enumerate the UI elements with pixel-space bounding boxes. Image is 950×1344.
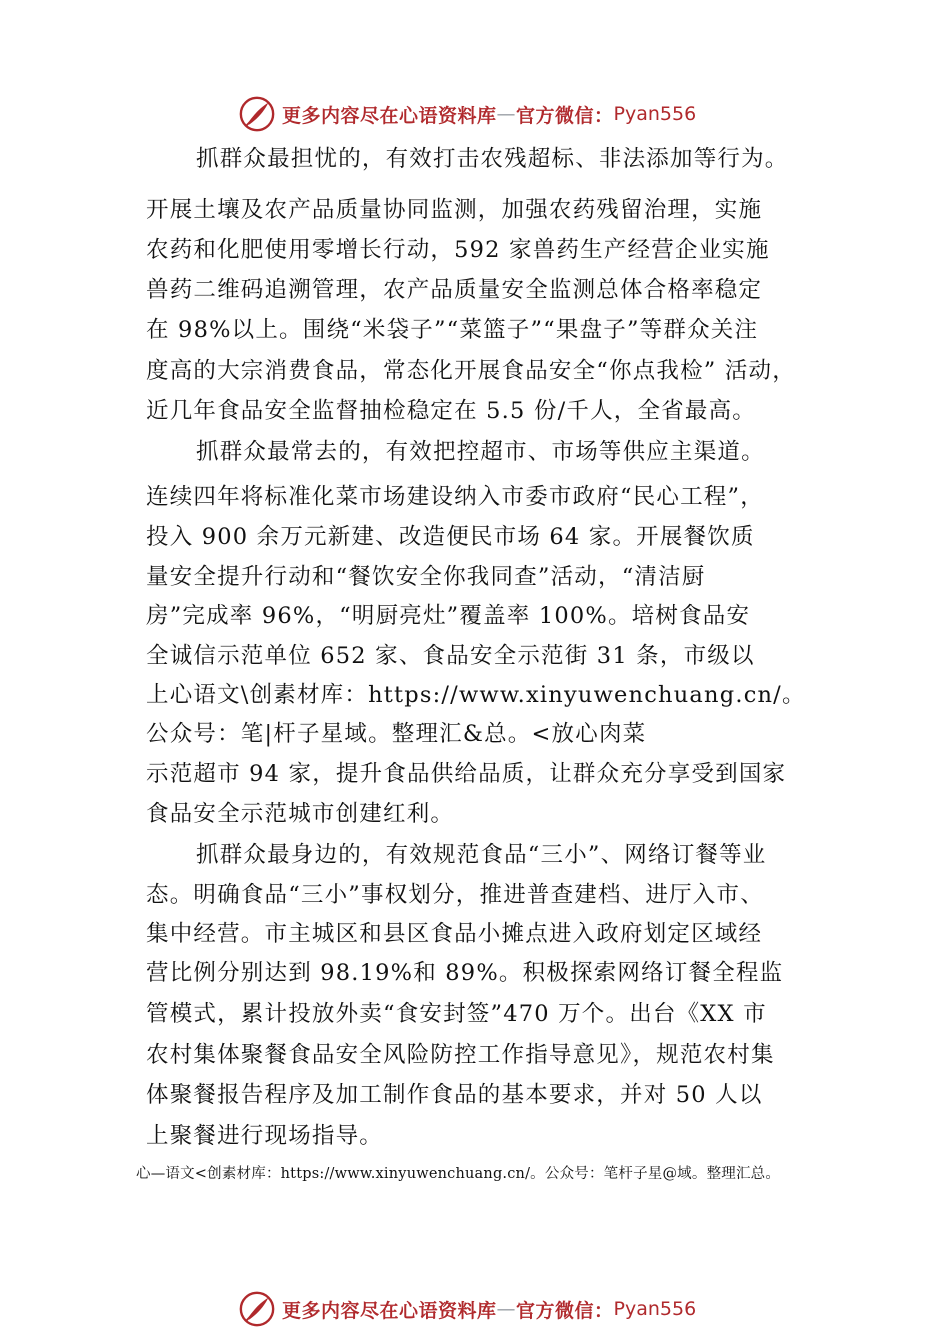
paragraph-line: 管模式，累计投放外卖“食安封签”470 万个。出台《XX 市 [146, 1001, 767, 1027]
feather-logo-icon [238, 1290, 276, 1328]
paragraph-line: 营比例分别达到 98.19%和 89%。积极探索网络订餐全程监 [146, 960, 784, 986]
paragraph-line: 集中经营。市主城区和县区食品小摊点进入政府划定区域经 [146, 921, 763, 947]
paragraph-line: 抓群众最常去的，有效把控超市、市场等供应主渠道。 [196, 439, 765, 465]
paragraph-line: 示范超市 94 家，提升食品供给品质，让群众充分享受到国家 [146, 761, 787, 787]
banner-handle: Pyan556 [613, 103, 697, 125]
banner-main-text: 更多内容尽在心语资料库 [282, 104, 497, 127]
paragraph-line: 上心语文\创素材库：https://www.xinyuwenchuang.cn/。 [146, 682, 806, 708]
paragraph-line: 房”完成率 96%，“明厨亮灶”覆盖率 100%。培树食品安 [146, 603, 751, 629]
paragraph-line: 投入 900 余万元新建、改造便民市场 64 家。开展餐饮质 [146, 524, 755, 550]
paragraph-line: 开展土壤及农产品质量协同监测，加强农药残留治理，实施 [146, 197, 763, 223]
paragraph-line: 量安全提升行动和“餐饮安全你我同查”活动，“清洁厨 [146, 564, 706, 590]
paragraph-line: 兽药二维码追溯管理，农产品质量安全监测总体合格率稳定 [146, 277, 763, 303]
paragraph-line: 抓群众最担忧的，有效打击农残超标、非法添加等行为。 [196, 146, 789, 172]
banner-official-label: 官方微信： [516, 104, 614, 127]
paragraph-line: 农药和化肥使用零增长行动，592 家兽药生产经营企业实施 [146, 237, 770, 263]
banner-handle: Pyan556 [613, 1298, 697, 1320]
paragraph-line: 态。明确食品“三小”事权划分，推进普查建档、进厅入市、 [146, 882, 764, 908]
paragraph-line: 全诚信示范单位 652 家、食品安全示范街 31 条，市级以 [146, 643, 755, 669]
banner-official-label: 官方微信： [516, 1299, 614, 1322]
paragraph-line: 农村集体聚餐食品安全风险防控工作指导意见》，规范农村集 [146, 1042, 775, 1068]
paragraph-line: 近几年食品安全监督抽检稳定在 5.5 份/千人，全省最高。 [146, 398, 756, 424]
paragraph-line: 公众号：笔|杆子星域。整理汇&总。<放心肉菜 [146, 721, 647, 747]
header-banner [238, 94, 696, 134]
paragraph-line: 体聚餐报告程序及加工制作食品的基本要求，并对 50 人以 [146, 1082, 763, 1108]
footer-banner [238, 1289, 696, 1329]
paragraph-line: 抓群众最身边的，有效规范食品“三小”、网络订餐等业 [196, 842, 767, 868]
paragraph-line: 连续四年将标准化菜市场建设纳入市委市政府“民心工程”， [146, 484, 764, 510]
banner-dash: — [496, 1298, 517, 1320]
banner-dash: — [496, 103, 517, 125]
paragraph-line: 食品安全示范城市创建红利。 [146, 801, 455, 827]
paragraph-line: 度高的大宗消费食品，常态化开展食品安全“你点我检” 活动， [146, 358, 796, 384]
feather-logo-icon [238, 95, 276, 133]
footer-note: 心—语文<创素材库：https://www.xinyuwenchuang.cn/。公众号：笔杆子星@域。整理汇总。 [136, 1166, 781, 1182]
paragraph-line: 上聚餐进行现场指导。 [146, 1123, 384, 1149]
paragraph-line: 在 98%以上。围绕“米袋子”“菜篮子”“果盘子”等群众关注 [146, 317, 759, 343]
banner-main-text: 更多内容尽在心语资料库 [282, 1299, 497, 1322]
